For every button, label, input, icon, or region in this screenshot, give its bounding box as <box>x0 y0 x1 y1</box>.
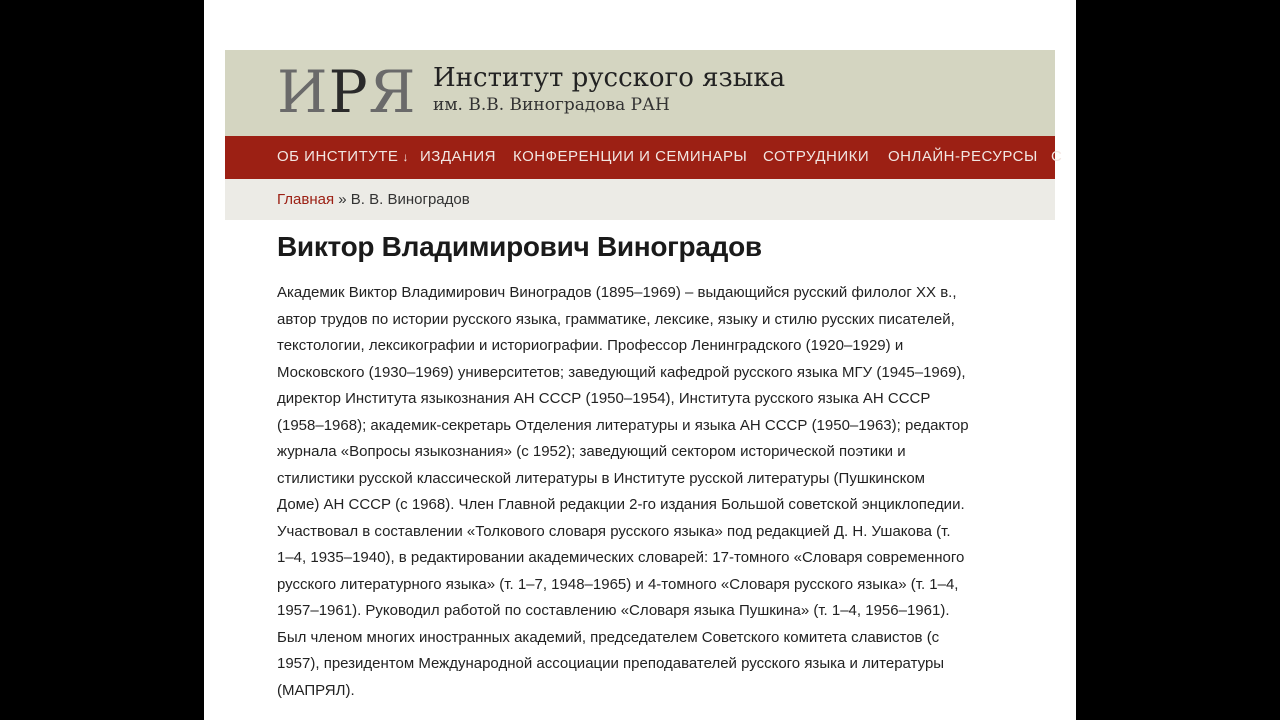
bio-line: (МАПРЯЛ). <box>277 681 355 699</box>
site-header <box>225 50 1055 136</box>
bio-line: 1–4, 1935–1940), в редактировании академических словарей: 17-томного «Словаря современного <box>277 549 965 566</box>
bio-line: Участвовал в составлении «Толкового словаря русского языка» под редакцией Д. Н. Ушакова (т. <box>277 522 951 540</box>
bio-line: русского литературного языка» (т. 1–7, 1948–1965) и 4-томного «Словаря русского языка» (т. 1–4, <box>277 575 959 593</box>
bio-line: текстологии, лексикографии и историографии. Профессор Ленинградского (1920–1929) и <box>277 337 904 354</box>
bio-line: журнала «Вопросы языкознания» (с 1952); заведующий сектором исторической поэтики и <box>277 443 906 460</box>
logo-letter-3: Я <box>368 58 417 126</box>
breadcrumb-home-link[interactable]: Главная <box>277 191 335 208</box>
bio-line: Был членом многих иностранных академий, председателем Советского комитета славистов (с <box>277 628 940 646</box>
logo-letter-1: И <box>277 58 329 126</box>
nav-item-publications[interactable]: ИЗДАНИЯ <box>420 148 496 165</box>
nav-item-about[interactable] <box>277 148 409 165</box>
site-title[interactable]: Институт русского языка <box>433 63 786 93</box>
breadcrumb <box>277 191 470 208</box>
page-container <box>204 0 1076 720</box>
bio-line: Доме) АН СССР (с 1968). Член Главной редакции 2-го издания Большой советской энциклопедии. <box>277 496 965 513</box>
logo-letter-2: Р <box>328 58 369 126</box>
nav-item-online-resources[interactable]: ОНЛАЙН-РЕСУРСЫ <box>888 148 1038 165</box>
bio-line: Академик Виктор Владимирович Виноградов (1895–1969) – выдающийся русский филолог ХХ в., <box>277 284 957 301</box>
biography-text <box>277 280 1017 704</box>
bio-line: Московского (1930–1969) университетов; заведующий кафедрой русского языка МГУ (1945–1969), <box>277 363 966 381</box>
site-subtitle: им. В.В. Виноградова РАН <box>433 95 670 115</box>
page-title: Виктор Владимирович Виноградов <box>277 231 762 262</box>
bio-line: директор Института языкознания АН СССР (1950–1954), Института русского языка АН СССР <box>277 390 931 407</box>
bio-line: стилистики русской классической литературы в Институте русской литературы (Пушкинском <box>277 469 925 487</box>
breadcrumb-separator: » <box>338 191 347 208</box>
nav-item-about-label: ОБ ИНСТИТУТЕ <box>277 148 399 165</box>
breadcrumb-bar <box>225 179 1055 220</box>
bio-line: 1957–1961). Руководил работой по составлению «Словаря языка Пушкина» (т. 1–4, 1956–1961). <box>277 602 950 619</box>
bio-line: автор трудов по истории русского языка, грамматике, лексике, языку и стилю русских писателей, <box>277 310 955 328</box>
bio-line: (1958–1968); академик-секретарь Отделения литературы и языка АН СССР (1950–1963); редактор <box>277 416 969 434</box>
nav-item-conferences[interactable]: КОНФЕРЕНЦИИ И СЕМИНАРЫ <box>513 148 748 165</box>
breadcrumb-current: В. В. Виноградов <box>350 191 470 208</box>
nav-item-staff[interactable]: СОТРУДНИКИ <box>763 148 870 165</box>
main-navigation <box>225 136 1063 179</box>
nav-item-truncated[interactable]: С <box>1051 148 1063 165</box>
dropdown-arrow-icon: ↓ <box>402 150 409 164</box>
site-logo[interactable] <box>277 58 416 126</box>
bio-line: 1957), президентом Международной ассоциации преподавателей русского языка и литературы <box>277 655 945 672</box>
